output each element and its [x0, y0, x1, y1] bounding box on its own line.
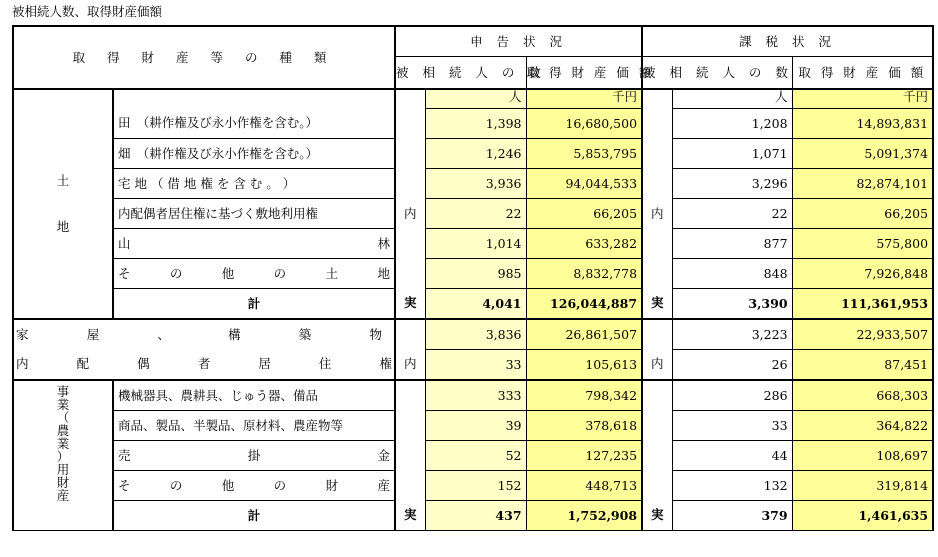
spouse-land-use-filed-count: 22 — [425, 199, 526, 229]
other-property-char: 産 — [377, 477, 390, 493]
business-total-filed-value: 1,752,908 — [526, 501, 642, 531]
header-filed-value: 取 得 財 産 価 額 — [526, 57, 642, 90]
other-land-char: の — [169, 265, 183, 281]
group-land — [13, 89, 113, 319]
flag-inner: 内 — [395, 350, 425, 381]
header-filed-status: 申 告 状 況 — [395, 26, 642, 57]
spouse-residence-char: 者 — [197, 356, 211, 372]
row-label-other-land — [113, 259, 395, 289]
inheritance-table — [12, 25, 934, 531]
flag-empty — [642, 169, 672, 199]
receivables-taxed-value: 108,697 — [792, 441, 933, 471]
land-total-filed-count: 4,041 — [425, 289, 526, 320]
houses-filed-value: 26,861,507 — [526, 319, 642, 350]
other-property-filed-value: 448,713 — [526, 471, 642, 501]
spouse-residence-char: 内 — [16, 356, 29, 372]
header-taxed-count: 被 相 続 人 の 数 — [642, 57, 792, 90]
unit-filed-value: 千円 — [526, 89, 642, 109]
houses-char: 物 — [369, 326, 382, 342]
business-total-taxed-value: 1,461,635 — [792, 501, 933, 531]
business-char: 業 — [56, 436, 70, 451]
business-char: 産 — [56, 488, 70, 503]
houses-taxed-count: 3,223 — [672, 319, 792, 350]
flag-empty — [642, 229, 672, 259]
row-label-spouse-land-use: 内配偶者居住権に基づく敷地利用権 — [113, 199, 395, 229]
row-label-goods: 商品、製品、半製品、原材料、農産物等 — [113, 411, 395, 441]
row-label-forest — [113, 229, 395, 259]
unit-taxed-value: 千円 — [792, 89, 933, 109]
forest-filed-count: 1,014 — [425, 229, 526, 259]
machinery-taxed-count: 286 — [672, 380, 792, 411]
row-label-business-total: 計 — [113, 501, 395, 531]
flag-inner: 内 — [642, 350, 672, 381]
forest-taxed-count: 877 — [672, 229, 792, 259]
spouse-residence-char: 偶 — [137, 356, 150, 372]
spouse-residence-char: 配 — [76, 356, 90, 372]
row-label-houses — [13, 319, 395, 350]
other-land-char: 他 — [221, 265, 235, 281]
other-land-taxed-value: 7,926,848 — [792, 259, 933, 289]
forest-taxed-value: 575,800 — [792, 229, 933, 259]
rice-field-taxed-value: 14,893,831 — [792, 109, 933, 139]
unit-flag-spacer-2 — [642, 89, 672, 109]
goods-filed-count: 39 — [425, 411, 526, 441]
flag-empty — [395, 169, 425, 199]
other-property-filed-count: 152 — [425, 471, 526, 501]
row-label-upland-field: 畑 （耕作権及び永小作権を含む。） — [113, 139, 395, 169]
flag-actual: 実 — [642, 289, 672, 320]
machinery-filed-count: 333 — [425, 380, 526, 411]
goods-filed-value: 378,618 — [526, 411, 642, 441]
receivables-char: 金 — [377, 447, 391, 463]
goods-taxed-value: 364,822 — [792, 411, 933, 441]
other-land-filed-value: 8,832,778 — [526, 259, 642, 289]
flag-empty — [395, 380, 425, 411]
receivables-taxed-count: 44 — [672, 441, 792, 471]
upland-field-taxed-value: 5,091,374 — [792, 139, 933, 169]
flag-empty — [642, 380, 672, 411]
forest-filed-value: 633,282 — [526, 229, 642, 259]
flag-empty — [642, 441, 672, 471]
other-property-char: の — [273, 477, 287, 493]
other-property-char: 他 — [221, 477, 235, 493]
houses-char: 構 — [228, 326, 241, 342]
goods-taxed-count: 33 — [672, 411, 792, 441]
row-label-residential-land: 宅 地 （ 借 地 権 を 含 む 。 ） — [113, 169, 395, 199]
rice-field-taxed-count: 1,208 — [672, 109, 792, 139]
spouse-residence-filed-value: 105,613 — [526, 350, 642, 381]
header-taxed-status: 課 税 状 況 — [642, 26, 933, 57]
rice-field-filed-value: 16,680,500 — [526, 109, 642, 139]
group-land-char-1: 土 — [56, 173, 70, 188]
business-char: 農 — [56, 423, 70, 438]
header-taxed-value: 取 得 財 産 価 額 — [792, 57, 933, 90]
other-land-char: そ — [118, 265, 131, 281]
flag-inner: 内 — [642, 199, 672, 229]
other-land-char: 土 — [325, 265, 339, 281]
flag-empty — [642, 259, 672, 289]
land-total-filed-value: 126,044,887 — [526, 289, 642, 320]
flag-empty — [395, 319, 425, 350]
flag-empty — [642, 471, 672, 501]
header-property-type: 取 得 財 産 等 の 種 類 — [13, 26, 395, 89]
spouse-residence-taxed-value: 87,451 — [792, 350, 933, 381]
flag-empty — [395, 471, 425, 501]
group-business — [13, 380, 113, 531]
land-total-taxed-value: 111,361,953 — [792, 289, 933, 320]
machinery-taxed-value: 668,303 — [792, 380, 933, 411]
flag-actual: 実 — [395, 501, 425, 531]
row-label-other-property — [113, 471, 395, 501]
residential-land-filed-count: 3,936 — [425, 169, 526, 199]
machinery-filed-value: 798,342 — [526, 380, 642, 411]
flag-empty — [642, 139, 672, 169]
houses-taxed-value: 22,933,507 — [792, 319, 933, 350]
other-property-taxed-value: 319,814 — [792, 471, 933, 501]
other-property-char: 財 — [325, 477, 339, 493]
spouse-residence-char: 権 — [379, 356, 392, 372]
other-land-char: の — [273, 265, 287, 281]
upland-field-taxed-count: 1,071 — [672, 139, 792, 169]
spouse-land-use-taxed-value: 66,205 — [792, 199, 933, 229]
flag-empty — [642, 319, 672, 350]
receivables-filed-value: 127,235 — [526, 441, 642, 471]
spouse-residence-char: 住 — [318, 356, 332, 372]
receivables-char: 売 — [118, 447, 131, 463]
flag-empty — [395, 229, 425, 259]
residential-land-filed-value: 94,044,533 — [526, 169, 642, 199]
land-total-taxed-count: 3,390 — [672, 289, 792, 320]
business-char: 財 — [56, 475, 70, 490]
other-property-char: そ — [118, 477, 131, 493]
spouse-land-use-taxed-count: 22 — [672, 199, 792, 229]
flag-inner: 内 — [395, 199, 425, 229]
forest-label-left: 山 — [118, 235, 131, 251]
residential-land-taxed-count: 3,296 — [672, 169, 792, 199]
group-land-char-2: 地 — [56, 219, 70, 234]
other-land-filed-count: 985 — [425, 259, 526, 289]
residential-land-taxed-value: 82,874,101 — [792, 169, 933, 199]
row-label-machinery: 機械器具、農耕具、じゅう器、備品 — [113, 380, 395, 411]
header-filed-count: 被 相 続 人 の 数 — [395, 57, 526, 90]
flag-empty — [395, 139, 425, 169]
rice-field-filed-count: 1,398 — [425, 109, 526, 139]
flag-empty — [395, 441, 425, 471]
business-total-taxed-count: 379 — [672, 501, 792, 531]
houses-filed-count: 3,836 — [425, 319, 526, 350]
upland-field-filed-count: 1,246 — [425, 139, 526, 169]
spouse-residence-char: 居 — [258, 356, 271, 372]
table-caption: 被相続人数、取得財産価額 — [12, 4, 163, 19]
receivables-char: 掛 — [247, 447, 261, 463]
business-char: 用 — [56, 462, 70, 477]
spouse-residence-taxed-count: 26 — [672, 350, 792, 381]
flag-empty — [642, 411, 672, 441]
upland-field-filed-value: 5,853,795 — [526, 139, 642, 169]
other-land-taxed-count: 848 — [672, 259, 792, 289]
row-label-spouse-residence — [13, 350, 395, 381]
other-land-char: 地 — [377, 265, 390, 281]
unit-taxed-count: 人 — [672, 89, 792, 109]
flag-empty — [395, 109, 425, 139]
other-property-char: の — [169, 477, 183, 493]
flag-actual: 実 — [395, 289, 425, 320]
unit-label-spacer — [113, 89, 395, 109]
other-property-taxed-count: 132 — [672, 471, 792, 501]
unit-filed-count: 人 — [425, 89, 526, 109]
houses-char: 屋 — [86, 326, 100, 342]
spouse-residence-filed-count: 33 — [425, 350, 526, 381]
business-char: （ — [56, 410, 70, 425]
spouse-land-use-filed-value: 66,205 — [526, 199, 642, 229]
row-label-rice-field: 田 （耕作権及び永小作権を含む。） — [113, 109, 395, 139]
row-label-receivables — [113, 441, 395, 471]
houses-char: 家 — [16, 326, 29, 342]
forest-label-right: 林 — [377, 235, 391, 251]
flag-actual: 実 — [642, 501, 672, 531]
business-char: 業 — [56, 397, 70, 412]
flag-empty — [642, 109, 672, 139]
unit-flag-spacer — [395, 89, 425, 109]
houses-char: 築 — [298, 326, 312, 342]
houses-char: 、 — [157, 326, 170, 342]
business-char: ） — [56, 449, 70, 464]
business-total-filed-count: 437 — [425, 501, 526, 531]
flag-empty — [395, 259, 425, 289]
receivables-filed-count: 52 — [425, 441, 526, 471]
flag-empty — [395, 411, 425, 441]
business-char: 事 — [56, 384, 70, 399]
row-label-land-total: 計 — [113, 289, 395, 320]
